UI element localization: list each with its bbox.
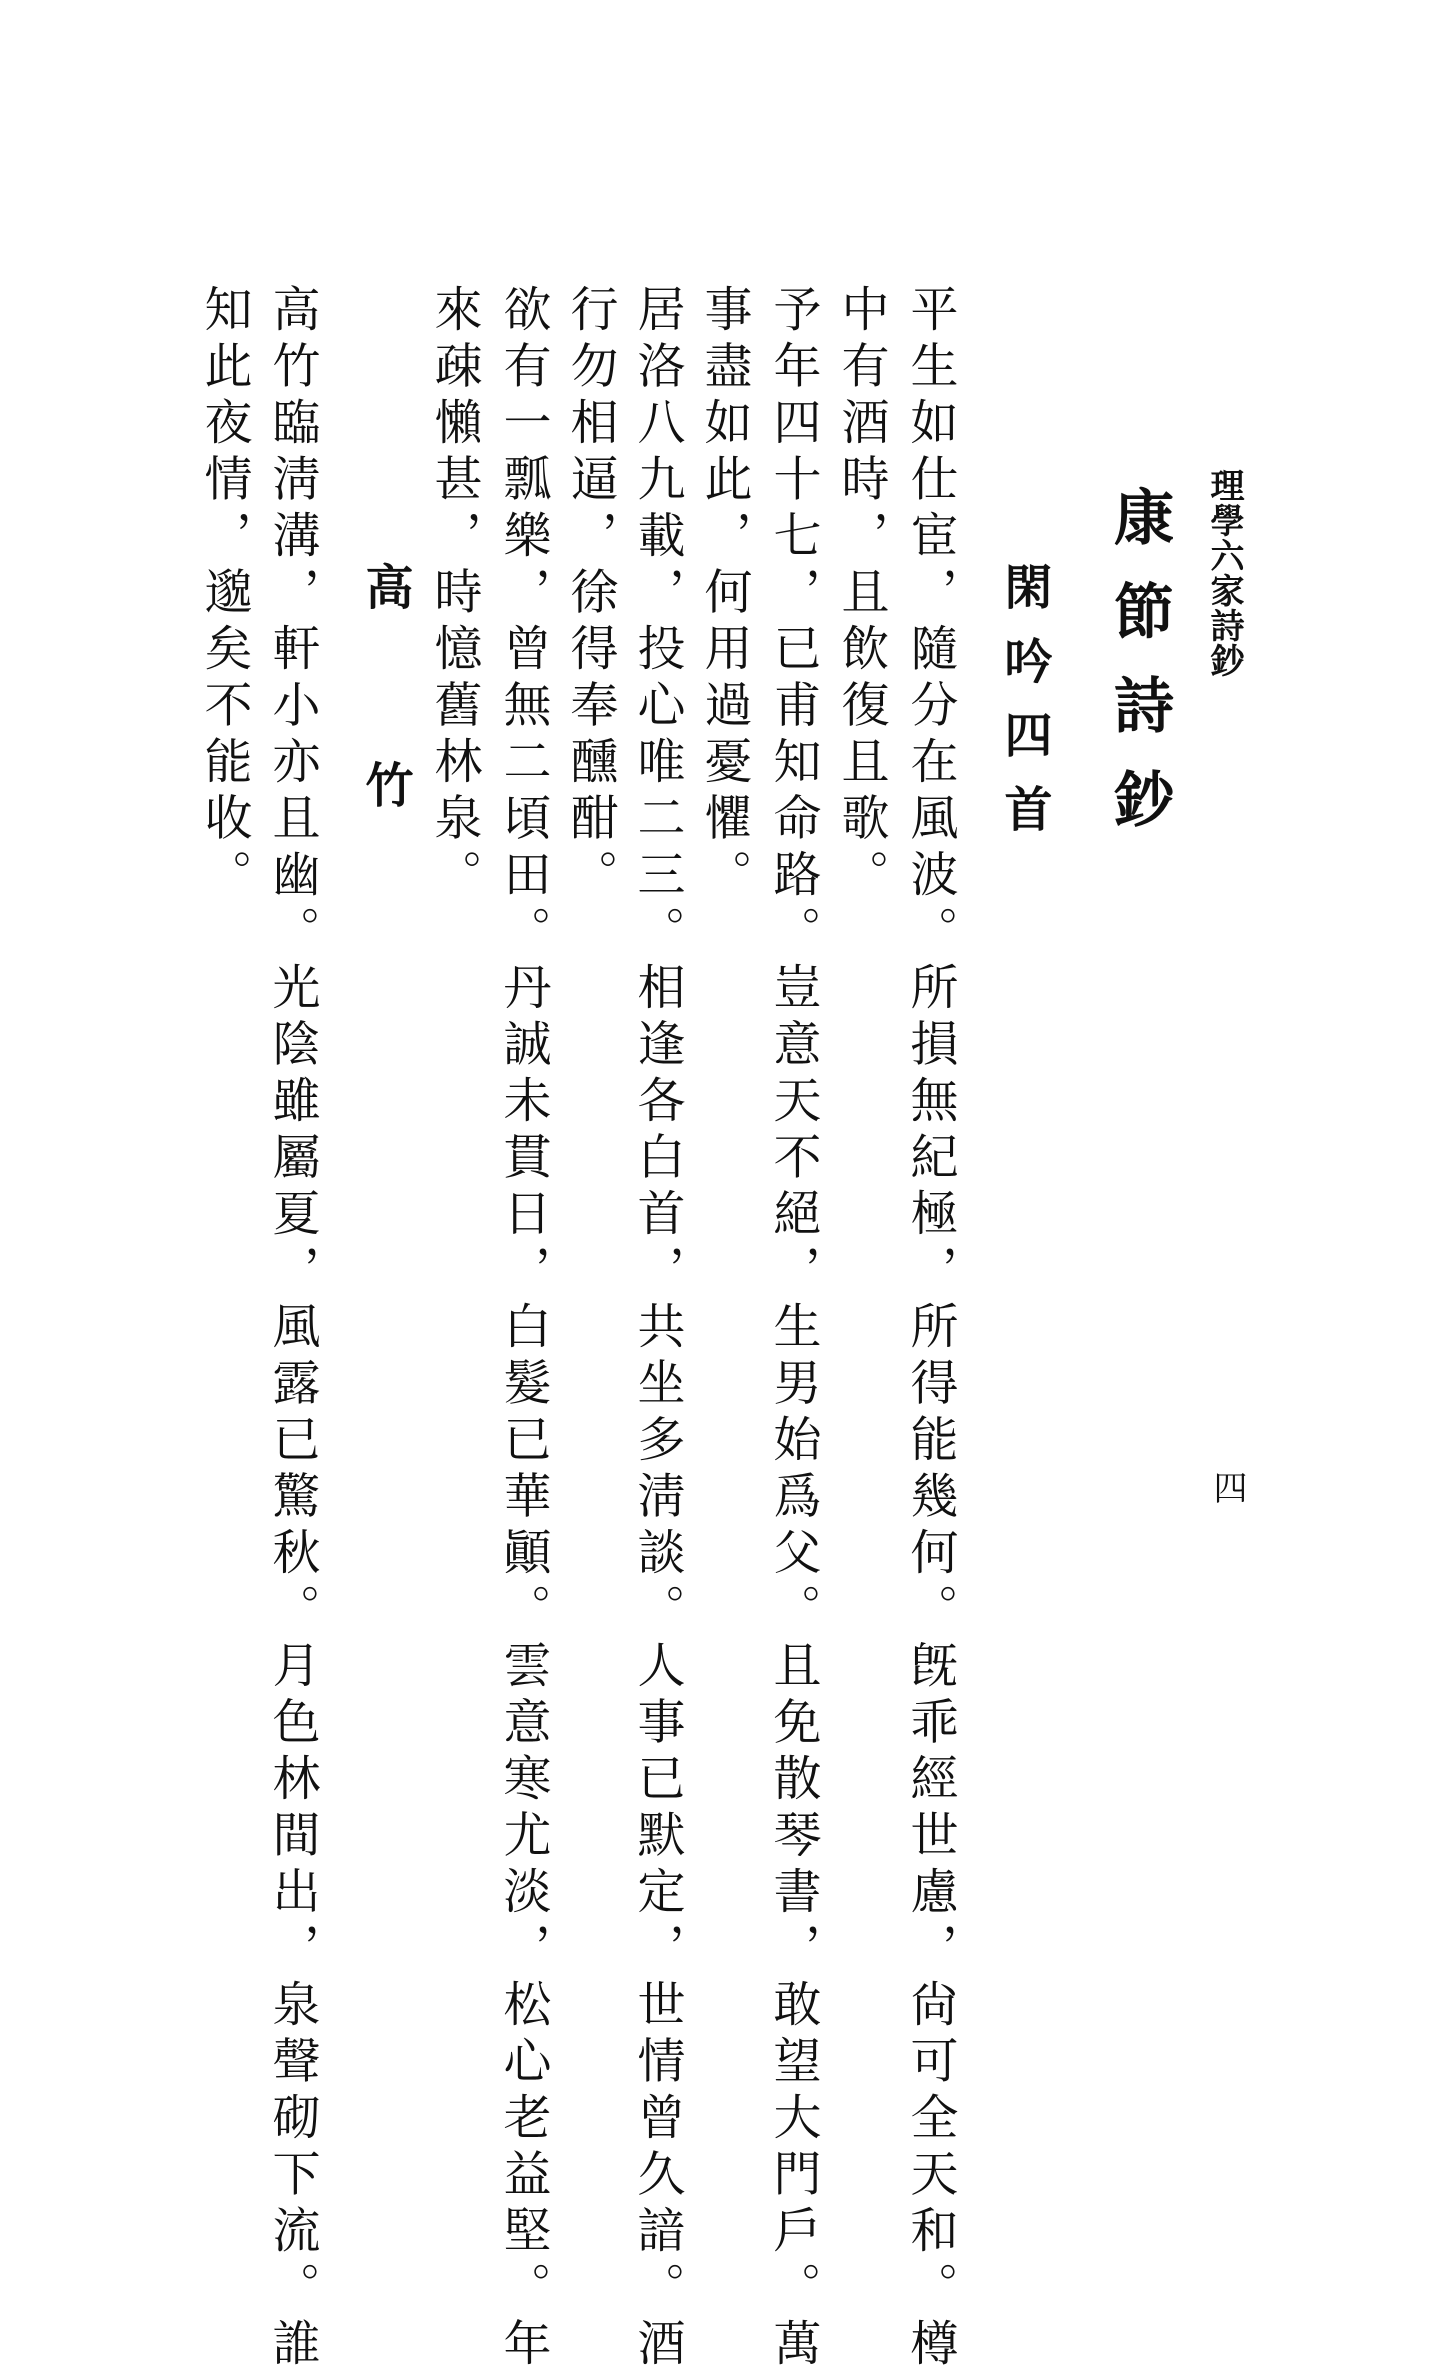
poem-line: 予年四十七，已甫知命路。豈意天不絕，生男始爲父。且免散琴書，敢望大門戶。萬 — [765, 284, 821, 2375]
poem-line: 事盡如此，何用過憂懼。 — [696, 284, 752, 906]
running-head: 理學六家詩鈔 — [1204, 468, 1244, 678]
poem-line: 欲有一瓢樂，曾無二頃田。丹誠未貫日，白髮已華顚。雲意寒尤淡，松心老益堅。年 — [495, 284, 551, 2375]
poem-line: 行勿相逼，徐得奉醺酣。 — [562, 284, 618, 906]
poem-line: 高竹臨淸溝，軒小亦且幽。光陰雖屬夏，風露已驚秋。月色林間出，泉聲砌下流。誰 — [264, 284, 320, 2375]
poem-line: 居洛八九載，投心唯二三。相逢各白首，共坐多淸談。人事已默定，世情曾久諳。酒 — [629, 284, 685, 2375]
poem-line: 中有酒時，且飲復且歌。 — [833, 284, 889, 906]
poem-line: 知此夜情，邈矣不能收。 — [196, 284, 252, 906]
work-title: 康節詩鈔 — [1104, 486, 1174, 862]
page-number: 四 — [1207, 1470, 1247, 1504]
poem-title: 高竹 — [357, 562, 413, 958]
poem-line: 平生如仕宦，隨分在風波。所損無紀極，所得能幾何。旣乖經世慮，尙可全天和。樽 — [902, 284, 958, 2375]
poem-line: 來疎懶甚，時憶舊林泉。 — [426, 284, 482, 906]
poem-title: 閑吟四首 — [996, 562, 1052, 858]
